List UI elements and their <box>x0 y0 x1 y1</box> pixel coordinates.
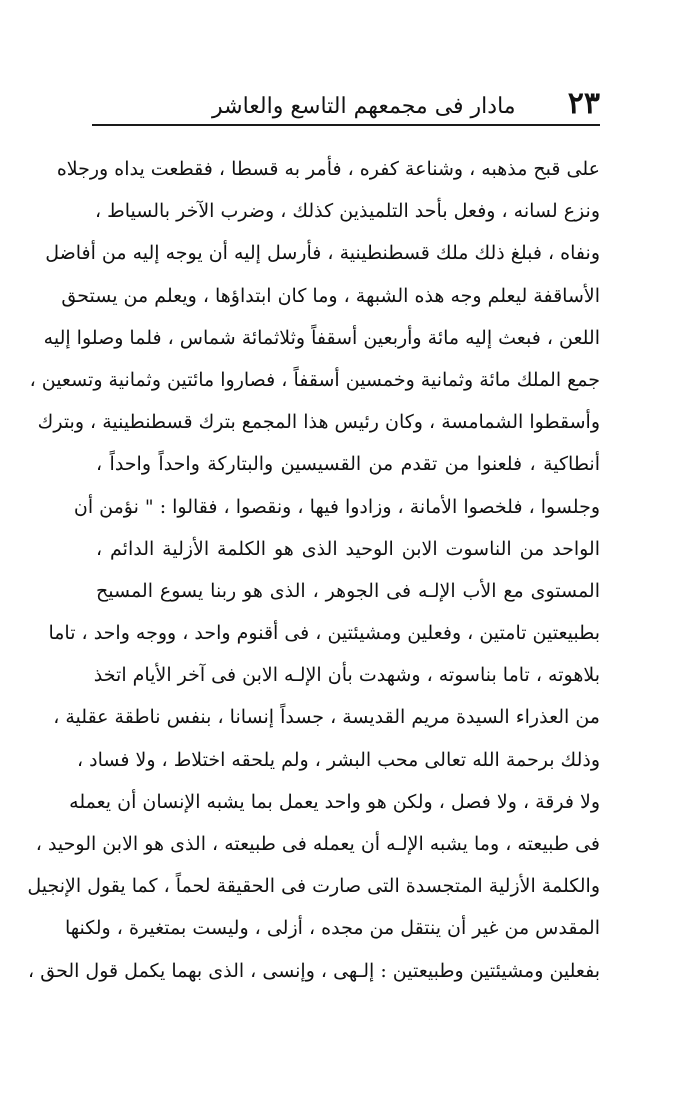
running-title: مادار فى مجمعهم التاسع والعاشر <box>212 94 516 119</box>
text-line: ولا فرقة ، ولا فصل ، ولكن هو واحد يعمل بما يشبه الإنسان أن يعمله <box>69 790 600 813</box>
text-line: وذلك برحمة الله تعالى محب البشر ، ولم يلحقه اختلاط ، ولا فساد ، <box>77 748 600 771</box>
text-line: ونفاه ، فبلغ ذلك ملك قسطنطينية ، فأرسل إليه أن يوجه إليه من أفاضل <box>45 242 600 265</box>
text-line: وجلسوا ، فلخصوا الأمانة ، وزادوا فيها ، ونقصوا ، فقالوا : " نؤمن أن <box>73 495 600 518</box>
text-line: الواحد من الناسوت الابن الوحيد الذى هو الكلمة الأزلية الدائم ، <box>96 537 600 560</box>
text-line: بلاهوته ، تاما بناسوته ، وشهدت بأن الإلـه الابن فى آخر الأيام اتخذ <box>93 664 600 687</box>
text-line: فى طبيعته ، وما يشبه الإلـه أن يعمله فى طبيعته ، الذى هو الابن الوحيد ، <box>35 833 600 855</box>
text-line: المستوى مع الأب الإلـه فى الجوهر ، الذى هو ربنا يسوع المسيح <box>96 579 600 602</box>
text-line: الأساقفة ليعلم وجه هذه الشبهة ، وما كان ابتداؤها ، ويعلم من يستحق <box>61 284 600 307</box>
page-number: ٢٣ <box>567 86 600 121</box>
body-text <box>27 148 600 992</box>
text-line: والكلمة الأزلية المتجسدة التى صارت فى الحقيقة لحماً ، كما يقول الإنجيل <box>27 875 600 898</box>
text-line: اللعن ، فبعث إليه مائة وأربعين أسقفاً وثلاثمائة شماس ، فلما وصلوا إليه <box>43 326 600 349</box>
page-header <box>92 82 600 122</box>
text-line: أنطاكية ، فلعنوا من تقدم من القسيسين والبتاركة واحداً واحداً ، <box>96 453 600 476</box>
text-line: المقدس من غير أن ينتقل من مجده ، أزلى ، وليست بمتغيرة ، ولكنها <box>65 917 600 940</box>
header-rule <box>92 124 600 126</box>
text-line: وأسقطوا الشمامسة ، وكان رئيس هذا المجمع بترك قسطنطينية ، وبترك <box>37 411 600 434</box>
text-line: جمع الملك مائة وثمانية وخمسين أسقفاً ، فصاروا مائتين وثمانية وتسعين ، <box>29 368 600 391</box>
text-line: ونزع لسانه ، وفعل بأحد التلميذين كذلك ، وضرب الآخر بالسياط ، <box>94 200 600 223</box>
text-line: على قبح مذهبه ، وشناعة كفره ، فأمر به قسطا ، فقطعت يداه ورجلاه <box>56 158 600 180</box>
text-line: من العذراء السيدة مريم القديسة ، جسداً إنسانا ، بنفس ناطقة عقلية ، <box>53 706 600 729</box>
text-line: بطبيعتين تامتين ، وفعلين ومشيئتين ، فى أقنوم واحد ، ووجه واحد ، تاما <box>48 622 600 645</box>
text-line: بفعلين ومشيئتين وطبيعتين : إلـهى ، وإنسى ، الذى بهما يكمل قول الحق ، <box>28 959 600 982</box>
